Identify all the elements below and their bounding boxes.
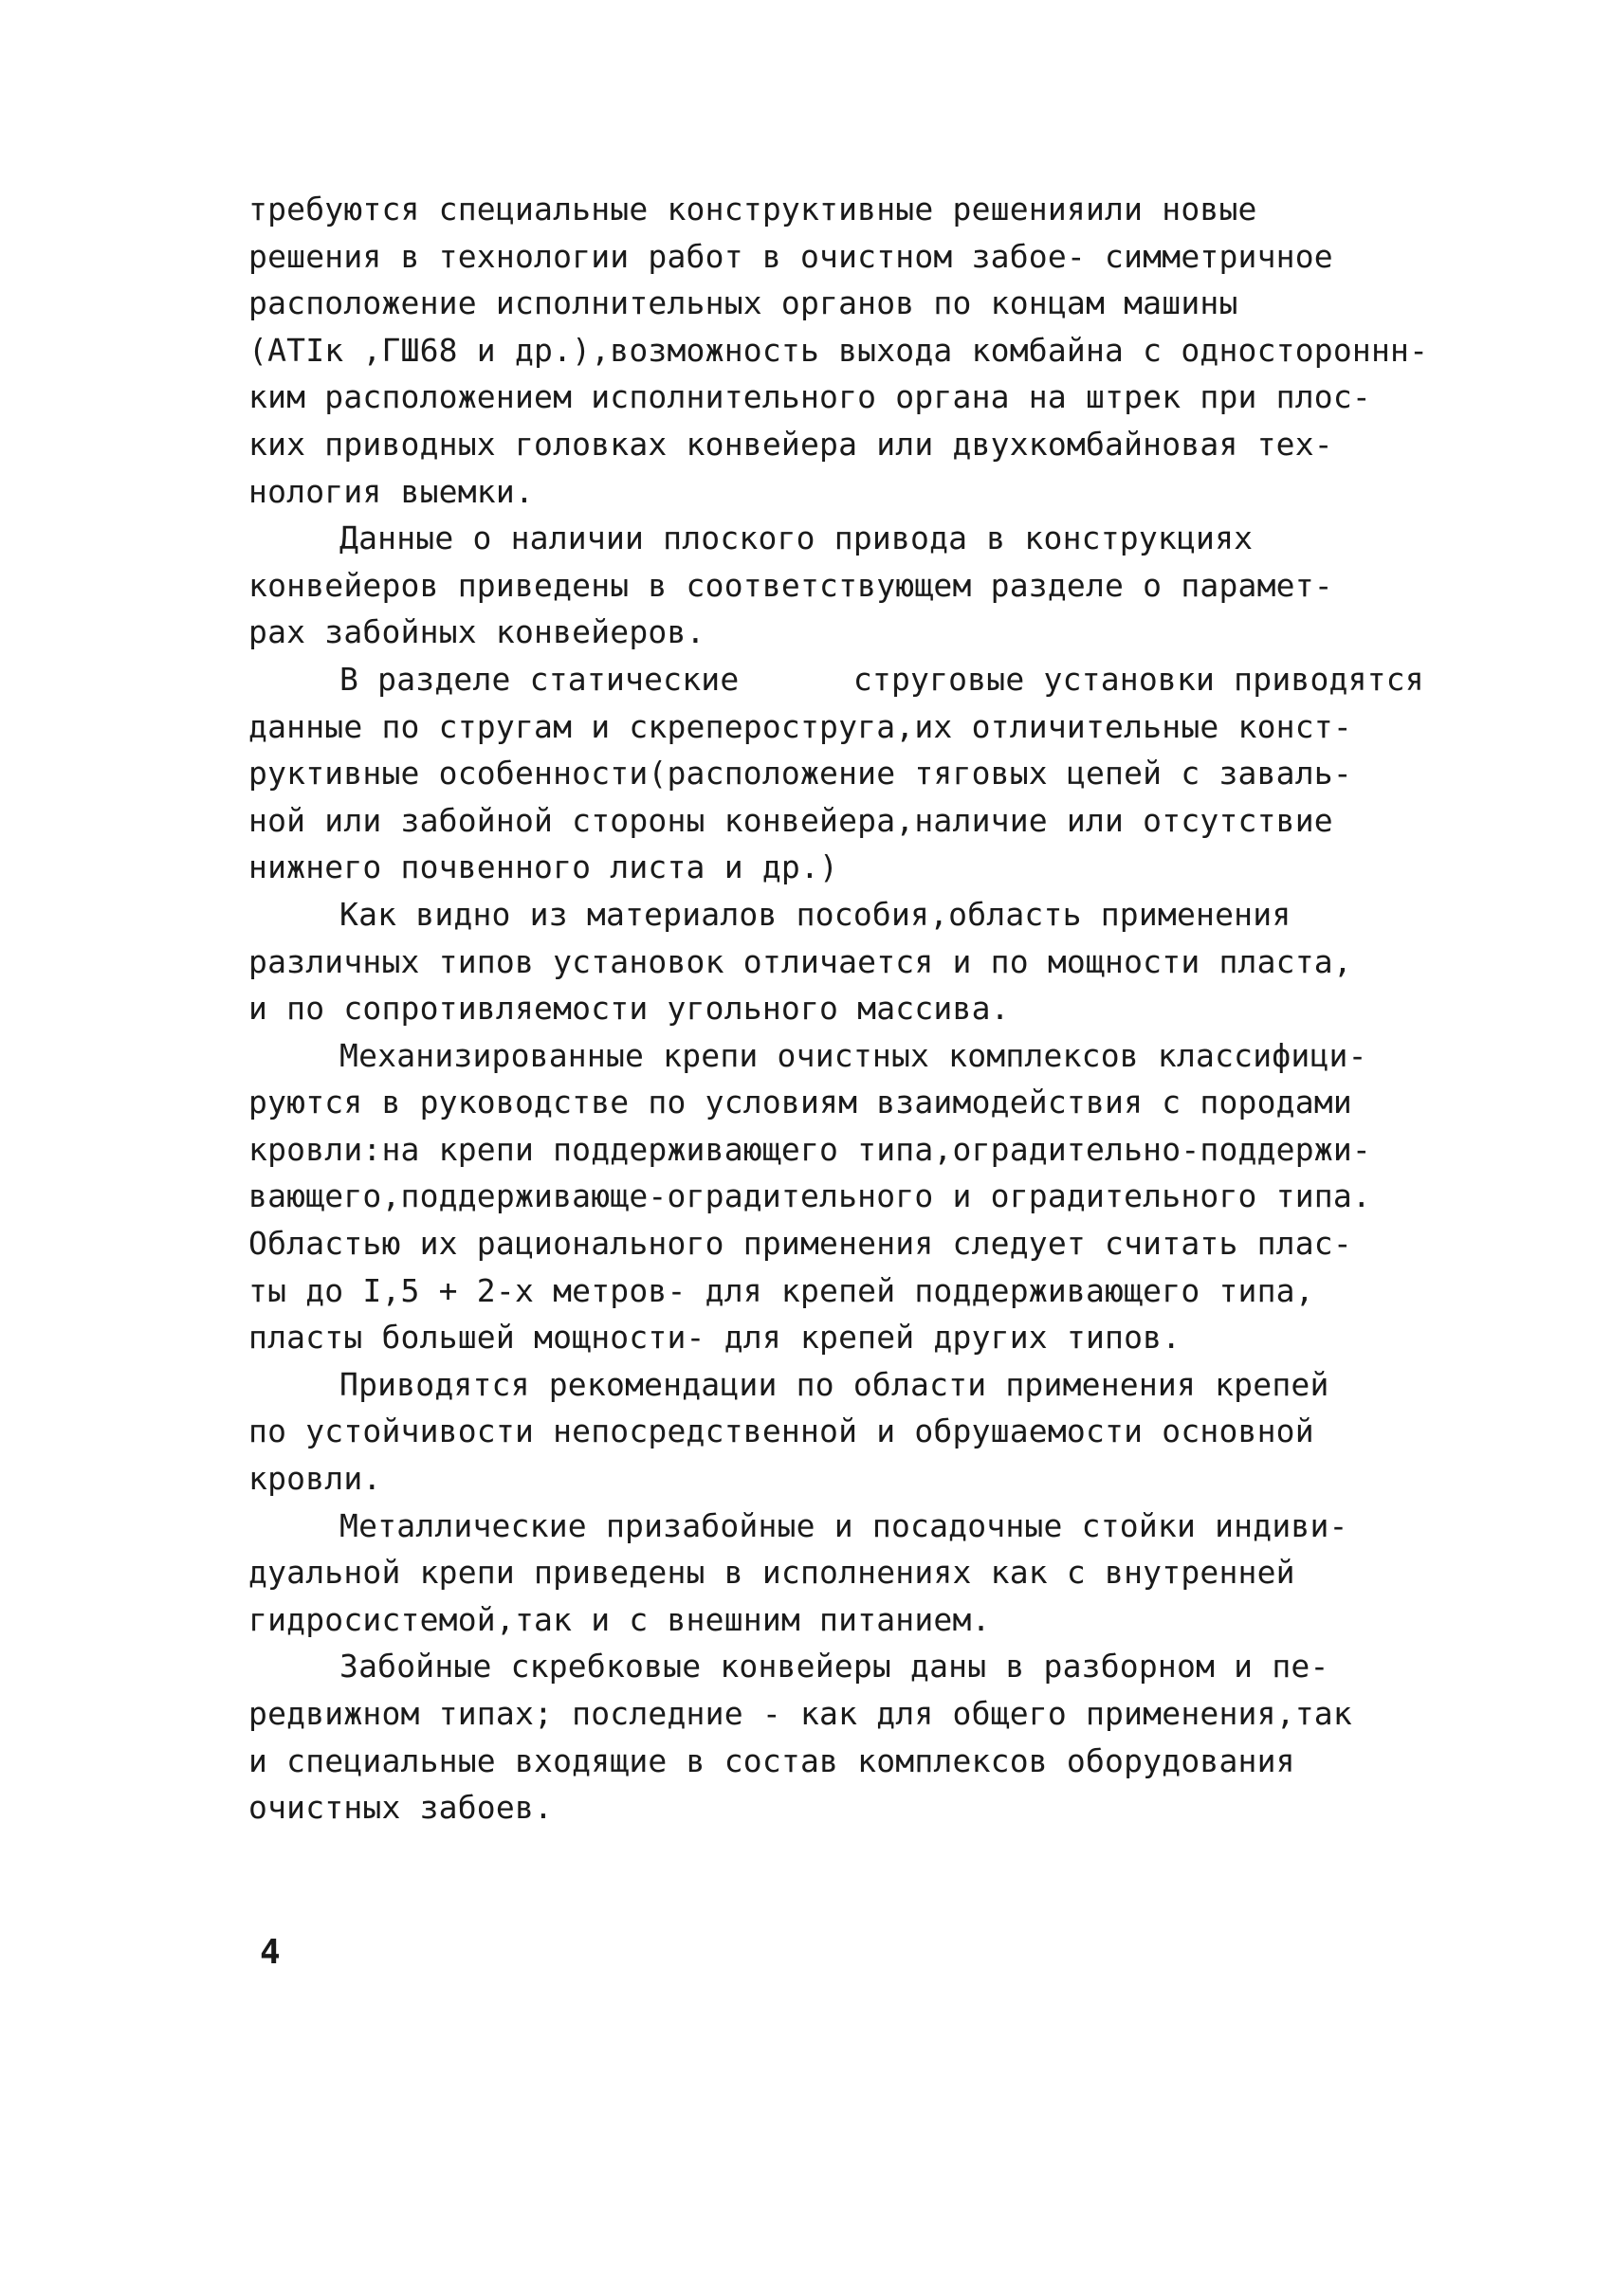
text-line: различных типов установок отличается и по мощности пласта, xyxy=(248,942,1352,980)
page-number: 4 xyxy=(260,1933,281,1972)
text-line: ким расположением исполнительного органа на штрек при плос- xyxy=(248,378,1371,416)
text-line: ты до I,5 + 2-х метров- для крепей поддерживающего типа, xyxy=(248,1271,1314,1309)
text-line: руктивные особенности(расположение тяговых цепей с заваль- xyxy=(248,755,1352,793)
paragraph-first-line: В разделе статические струговые установки приводятся xyxy=(339,660,1424,698)
text-line: по устойчивости непосредственной и обрушаемости основной xyxy=(248,1412,1314,1450)
text-line: руются в руководстве по условиям взаимодействия с породами xyxy=(248,1084,1352,1121)
text-line: редвижном типах; последние - как для общего применения,так xyxy=(248,1695,1352,1732)
text-line: ной или забойной стороны конвейера,наличие или отсутствие xyxy=(248,801,1333,839)
paragraph-first-line: Металлические призабойные и посадочные стойки индиви- xyxy=(339,1506,1348,1544)
paragraph-first-line: Механизированные крепи очистных комплексов классифици- xyxy=(339,1036,1367,1074)
text-line: рах забойных конвейеров. xyxy=(248,613,705,651)
paragraph-first-line: Данные о наличии плоского привода в конструкциях xyxy=(339,519,1254,557)
text-line: и по сопротивляемости угольного массива. xyxy=(248,990,1010,1028)
text-line: пласты большей мощности- для крепей других типов. xyxy=(248,1319,1182,1357)
text-line: нология выемки. xyxy=(248,472,535,510)
text-line: кровли. xyxy=(248,1460,382,1498)
text-line: и специальные входящие в состав комплексов оборудования xyxy=(248,1741,1295,1779)
text-line: требуются специальные конструктивные решенияили новые xyxy=(248,191,1257,228)
paragraph-first-line: Как видно из материалов пособия,область применения xyxy=(339,895,1291,933)
text-line: очистных забоев. xyxy=(248,1789,554,1827)
text-line: конвейеров приведены в соответствующем разделе о парамет- xyxy=(248,566,1333,604)
body-text xyxy=(248,186,1429,1831)
text-line: (АТIк ,ГШ68 и др.),возможность выхода комбайна с одностороннн- xyxy=(248,331,1429,369)
text-line: гидросистемой,так и с внешним питанием. xyxy=(248,1600,991,1638)
text-line: дуальной крепи приведены в исполнениях как с внутренней xyxy=(248,1554,1295,1592)
text-line: Областью их рационального применения следует считать плас- xyxy=(248,1225,1352,1263)
text-line: нижнего почвенного листа и др.) xyxy=(248,848,839,886)
text-line: кровли:на крепи поддерживающего типа,оградительно-поддержи- xyxy=(248,1130,1371,1168)
text-line: вающего,поддерживающе-оградительного и оградительного типа. xyxy=(248,1177,1371,1215)
paragraph-first-line: Забойные скребковые конвейеры даны в разборном и пе- xyxy=(339,1648,1329,1686)
text-line: решения в технологии работ в очистном забое- симметричное xyxy=(248,237,1333,275)
text-line: данные по стругам и скрепероструга,их отличительные конст- xyxy=(248,707,1352,745)
text-line: расположение исполнительных органов по концам машины xyxy=(248,284,1238,322)
paragraph-first-line: Приводятся рекомендации по области применения крепей xyxy=(339,1365,1329,1403)
text-line: ких приводных головках конвейера или двухкомбайновая тех- xyxy=(248,425,1333,463)
